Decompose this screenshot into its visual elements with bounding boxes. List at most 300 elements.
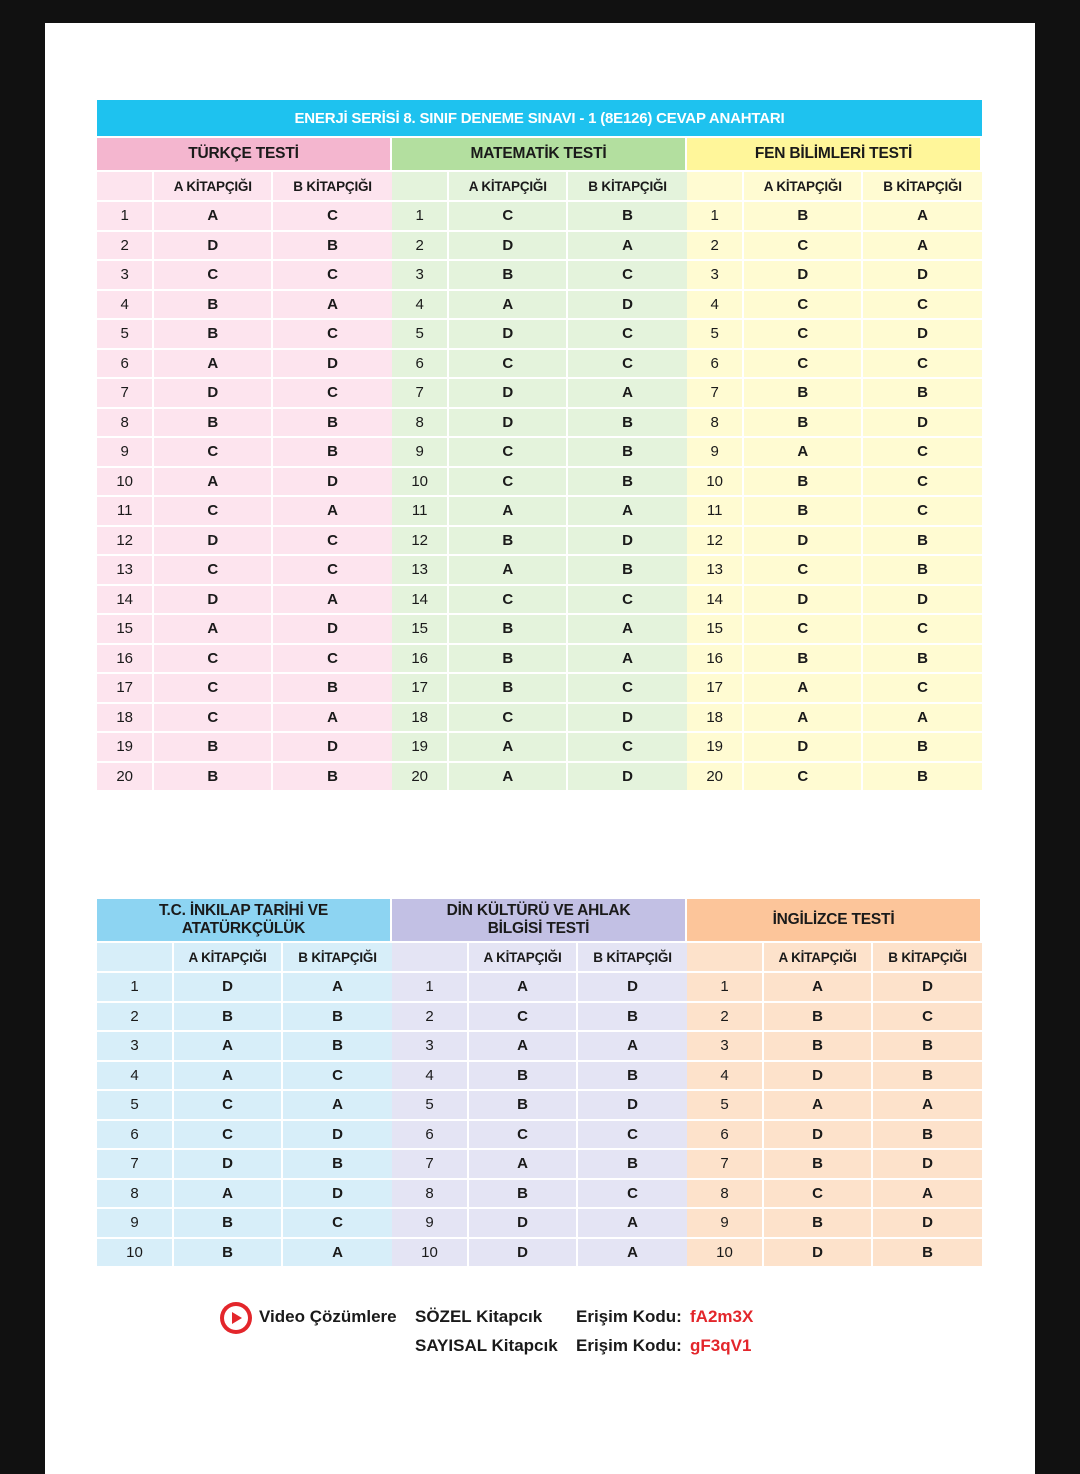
question-number: 16 [97, 645, 154, 675]
question-number: 18 [97, 704, 154, 734]
answer-a: D [744, 586, 863, 616]
booklet-a-header: A KİTAPÇIĞI [469, 943, 578, 973]
question-number: 18 [687, 704, 744, 734]
question-number: 7 [97, 1150, 174, 1180]
question-number: 6 [97, 1121, 174, 1151]
answer-b: B [863, 379, 982, 409]
answer-row [97, 586, 392, 616]
question-number: 9 [97, 1209, 174, 1239]
answer-b: A [568, 645, 687, 675]
answer-row [392, 1180, 687, 1210]
question-number: 4 [392, 1062, 469, 1092]
answer-row [97, 556, 392, 586]
answer-b: C [283, 1209, 392, 1239]
answer-b: C [863, 468, 982, 498]
booklet-a-header: A KİTAPÇIĞI [764, 943, 873, 973]
answer-a: B [174, 1003, 283, 1033]
answer-a: D [469, 1239, 578, 1269]
question-number: 6 [392, 350, 449, 380]
answer-row [392, 350, 687, 380]
question-number: 17 [97, 674, 154, 704]
answer-b: C [273, 320, 392, 350]
booklet-a-header: A KİTAPÇIĞI [744, 172, 863, 202]
question-number: 10 [392, 1239, 469, 1269]
answer-a: A [764, 973, 873, 1003]
question-number: 8 [687, 409, 744, 439]
answer-a: A [469, 1032, 578, 1062]
question-number: 10 [97, 468, 154, 498]
answer-a: A [744, 438, 863, 468]
question-number: 16 [687, 645, 744, 675]
answer-b: A [578, 1032, 687, 1062]
answer-a: C [744, 350, 863, 380]
answer-row [97, 291, 392, 321]
question-number: 13 [687, 556, 744, 586]
answer-b: B [863, 556, 982, 586]
answer-a: D [744, 733, 863, 763]
answer-row [97, 320, 392, 350]
answer-row [392, 291, 687, 321]
answer-a: B [154, 320, 273, 350]
answer-b: C [578, 1121, 687, 1151]
answer-a: A [174, 1062, 283, 1092]
answer-a: A [449, 556, 568, 586]
answer-a: A [154, 615, 273, 645]
question-number: 2 [97, 1003, 174, 1033]
question-number: 4 [97, 1062, 174, 1092]
question-number: 7 [392, 379, 449, 409]
answer-a: D [764, 1239, 873, 1269]
answer-row [97, 1121, 392, 1151]
question-number: 5 [392, 320, 449, 350]
question-number: 9 [392, 1209, 469, 1239]
answer-row [97, 1180, 392, 1210]
answer-row [97, 645, 392, 675]
question-number: 8 [97, 1180, 174, 1210]
answer-row [97, 704, 392, 734]
answer-b: D [283, 1121, 392, 1151]
question-number: 7 [392, 1150, 469, 1180]
answer-row [392, 232, 687, 262]
answer-b: A [568, 232, 687, 262]
answer-row [97, 438, 392, 468]
answer-a: B [744, 202, 863, 232]
answer-row [687, 1209, 982, 1239]
question-number: 11 [687, 497, 744, 527]
answer-row [687, 379, 982, 409]
answer-row [687, 1062, 982, 1092]
answer-a: C [154, 497, 273, 527]
booklet-a-header: A KİTAPÇIĞI [154, 172, 273, 202]
answer-row [687, 973, 982, 1003]
answer-b: B [873, 1121, 982, 1151]
answer-a: D [449, 379, 568, 409]
answer-row [97, 763, 392, 793]
answer-row [392, 704, 687, 734]
answer-row [687, 1032, 982, 1062]
answer-b: C [863, 497, 982, 527]
section-title: MATEMATİK TESTİ [392, 138, 687, 172]
section-title-line2: BİLGİSİ TESTİ [487, 920, 590, 937]
answer-a: C [449, 202, 568, 232]
answer-b: B [273, 763, 392, 793]
answer-row [97, 1032, 392, 1062]
answer-a: A [449, 763, 568, 793]
question-number: 1 [687, 202, 744, 232]
answer-b: B [568, 409, 687, 439]
answer-row [392, 556, 687, 586]
answer-row [97, 1209, 392, 1239]
answer-b: D [273, 733, 392, 763]
answer-b: B [578, 1150, 687, 1180]
question-number: 6 [392, 1121, 469, 1151]
answer-b: B [273, 674, 392, 704]
answer-a: B [449, 527, 568, 557]
answer-b: A [568, 615, 687, 645]
answer-row [97, 1091, 392, 1121]
sayisal-booklet-label: SAYISAL Kitapcık [415, 1336, 558, 1355]
answer-a: D [174, 1150, 283, 1180]
section-title-line2: ATATÜRKÇÜLÜK [181, 920, 306, 937]
answer-row [392, 497, 687, 527]
answer-row [687, 527, 982, 557]
sayisal-access-label: Erişim Kodu: [576, 1336, 682, 1355]
answer-a: B [174, 1239, 283, 1269]
question-number: 12 [392, 527, 449, 557]
answer-row [392, 1150, 687, 1180]
answer-b: C [273, 645, 392, 675]
answer-a: D [744, 261, 863, 291]
question-number: 10 [392, 468, 449, 498]
section-title: TÜRKÇE TESTİ [97, 138, 392, 172]
answer-row [97, 1150, 392, 1180]
answer-b: A [863, 202, 982, 232]
answer-b: A [273, 704, 392, 734]
answer-a: B [744, 497, 863, 527]
answer-row [97, 1003, 392, 1033]
answer-b: B [863, 733, 982, 763]
answer-b: B [568, 202, 687, 232]
answer-a: C [449, 438, 568, 468]
question-number: 18 [392, 704, 449, 734]
answer-row [392, 320, 687, 350]
section-title [97, 899, 392, 943]
section-title [687, 899, 982, 943]
sozel-access-label: Erişim Kodu: [576, 1307, 682, 1326]
answer-a: C [469, 1121, 578, 1151]
question-number: 1 [97, 202, 154, 232]
answer-a: D [174, 973, 283, 1003]
answer-a: B [764, 1003, 873, 1033]
video-solutions-footer [220, 1302, 820, 1372]
answer-row [687, 763, 982, 793]
answer-a: D [449, 232, 568, 262]
answer-b: D [578, 973, 687, 1003]
answer-b: D [863, 586, 982, 616]
question-number: 5 [687, 1091, 764, 1121]
answer-b: D [873, 1150, 982, 1180]
answer-row [687, 409, 982, 439]
answer-b: D [578, 1091, 687, 1121]
booklet-b-header: B KİTAPÇIĞI [283, 943, 392, 973]
question-number: 15 [687, 615, 744, 645]
answer-a: D [764, 1062, 873, 1092]
answer-a: D [744, 527, 863, 557]
booklet-b-header: B KİTAPÇIĞI [873, 943, 982, 973]
sozel-access-code: fA2m3X [690, 1307, 754, 1326]
answer-row [97, 409, 392, 439]
answer-row [687, 556, 982, 586]
answer-row [392, 763, 687, 793]
answer-row [97, 350, 392, 380]
answer-a: C [154, 704, 273, 734]
answer-row [392, 1062, 687, 1092]
answer-b: A [873, 1091, 982, 1121]
answer-row [392, 468, 687, 498]
answer-b: C [568, 320, 687, 350]
answer-a: C [174, 1121, 283, 1151]
answer-b: C [273, 379, 392, 409]
answer-b: B [568, 468, 687, 498]
question-number: 1 [392, 202, 449, 232]
answer-b: C [863, 291, 982, 321]
question-number: 4 [687, 1062, 764, 1092]
number-column-header [392, 172, 449, 202]
answer-a: B [744, 379, 863, 409]
question-number: 17 [392, 674, 449, 704]
answer-b: B [568, 556, 687, 586]
answer-row [392, 1032, 687, 1062]
answer-b: A [283, 1239, 392, 1269]
answer-b: D [568, 763, 687, 793]
question-number: 6 [687, 350, 744, 380]
number-column-header [687, 172, 744, 202]
question-number: 8 [392, 1180, 469, 1210]
answer-row [392, 261, 687, 291]
answer-a: D [449, 320, 568, 350]
answer-row [392, 1091, 687, 1121]
question-number: 8 [97, 409, 154, 439]
question-number: 4 [97, 291, 154, 321]
question-number: 1 [687, 973, 764, 1003]
answer-a: A [744, 704, 863, 734]
answer-row [687, 733, 982, 763]
question-number: 5 [97, 320, 154, 350]
answer-b: C [568, 733, 687, 763]
answer-a: A [744, 674, 863, 704]
question-number: 20 [97, 763, 154, 793]
answer-b: A [863, 704, 982, 734]
answer-row [687, 1121, 982, 1151]
question-number: 14 [97, 586, 154, 616]
question-number: 19 [687, 733, 744, 763]
answer-row [392, 1239, 687, 1269]
answer-row [392, 1121, 687, 1151]
section-title-line1: T.C. İNKILAP TARİHİ VE [159, 902, 328, 919]
number-column-header [97, 943, 174, 973]
answer-row [97, 497, 392, 527]
question-number: 6 [97, 350, 154, 380]
answer-b: D [568, 704, 687, 734]
answer-a: C [154, 438, 273, 468]
answer-row [687, 350, 982, 380]
answer-a: A [469, 973, 578, 1003]
number-column-header [97, 172, 154, 202]
question-number: 14 [392, 586, 449, 616]
answer-a: D [154, 527, 273, 557]
answer-a: B [449, 615, 568, 645]
question-number: 3 [392, 1032, 469, 1062]
answer-b: C [863, 674, 982, 704]
question-number: 6 [687, 1121, 764, 1151]
answer-a: C [764, 1180, 873, 1210]
answer-b: C [863, 350, 982, 380]
answer-section-pink [97, 138, 392, 792]
answer-a: D [469, 1209, 578, 1239]
answer-b: B [283, 1032, 392, 1062]
question-number: 7 [97, 379, 154, 409]
answer-row [97, 261, 392, 291]
answer-b: B [273, 409, 392, 439]
answer-a: C [744, 556, 863, 586]
answer-b: A [273, 586, 392, 616]
answer-b: B [273, 438, 392, 468]
answer-a: A [154, 468, 273, 498]
answer-a: A [449, 497, 568, 527]
answer-b: B [873, 1062, 982, 1092]
answer-b: A [863, 232, 982, 262]
answer-b: D [273, 350, 392, 380]
question-number: 1 [392, 973, 469, 1003]
answer-b: A [578, 1209, 687, 1239]
question-number: 9 [97, 438, 154, 468]
answer-a: B [174, 1209, 283, 1239]
answer-row [97, 733, 392, 763]
answer-a: B [764, 1032, 873, 1062]
answer-a: C [744, 763, 863, 793]
answer-b: A [578, 1239, 687, 1269]
question-number: 8 [392, 409, 449, 439]
answer-b: B [578, 1003, 687, 1033]
answer-a: C [469, 1003, 578, 1033]
booklet-b-header: B KİTAPÇIĞI [863, 172, 982, 202]
answer-row [392, 379, 687, 409]
answer-b: B [873, 1239, 982, 1269]
question-number: 5 [687, 320, 744, 350]
answer-row [392, 409, 687, 439]
answer-row [392, 615, 687, 645]
question-number: 11 [392, 497, 449, 527]
answer-a: B [744, 409, 863, 439]
section-title [392, 899, 687, 943]
answer-a: B [449, 645, 568, 675]
answer-a: D [449, 409, 568, 439]
answer-b: C [863, 438, 982, 468]
answer-b: B [863, 763, 982, 793]
question-number: 3 [392, 261, 449, 291]
answer-section-yellow [687, 138, 982, 792]
answer-row [687, 497, 982, 527]
question-number: 12 [97, 527, 154, 557]
question-number: 9 [687, 438, 744, 468]
answer-a: C [744, 320, 863, 350]
answer-b: D [863, 261, 982, 291]
answer-b: B [283, 1150, 392, 1180]
booklet-a-header: A KİTAPÇIĞI [449, 172, 568, 202]
answer-a: C [174, 1091, 283, 1121]
answer-b: C [578, 1180, 687, 1210]
sayisal-access-code: gF3qV1 [690, 1336, 752, 1355]
answer-b: D [863, 409, 982, 439]
answer-b: A [273, 497, 392, 527]
answer-a: B [154, 409, 273, 439]
answer-b: D [873, 973, 982, 1003]
answer-a: B [744, 645, 863, 675]
video-solutions-label: Video Çözümlere [259, 1307, 397, 1326]
question-number: 5 [392, 1091, 469, 1121]
question-number: 7 [687, 379, 744, 409]
question-number: 10 [97, 1239, 174, 1269]
question-number: 2 [97, 232, 154, 262]
answer-b: C [273, 556, 392, 586]
answer-a: B [764, 1150, 873, 1180]
answer-row [687, 261, 982, 291]
answer-a: C [154, 645, 273, 675]
answer-a: C [744, 232, 863, 262]
answer-a: A [174, 1180, 283, 1210]
answer-row [97, 232, 392, 262]
answer-b: C [873, 1003, 982, 1033]
answer-a: D [154, 379, 273, 409]
answer-a: C [744, 615, 863, 645]
answer-row [687, 586, 982, 616]
question-number: 12 [687, 527, 744, 557]
section-title-line1: DİN KÜLTÜRÜ VE AHLAK [446, 902, 631, 919]
answer-a: B [154, 291, 273, 321]
answer-a: B [449, 261, 568, 291]
answer-b: D [873, 1209, 982, 1239]
answer-b: B [273, 232, 392, 262]
answer-row [687, 232, 982, 262]
answer-b: A [568, 379, 687, 409]
sozel-booklet-label: SÖZEL Kitapcık [415, 1307, 543, 1326]
answer-row [687, 1150, 982, 1180]
answer-a: A [449, 291, 568, 321]
booklet-b-header: B KİTAPÇIĞI [578, 943, 687, 973]
answer-a: C [449, 350, 568, 380]
answer-b: D [568, 291, 687, 321]
booklet-b-header: B KİTAPÇIĞI [273, 172, 392, 202]
booklet-b-header: B KİTAPÇIĞI [568, 172, 687, 202]
answer-row [392, 438, 687, 468]
question-number: 19 [392, 733, 449, 763]
number-column-header [687, 943, 764, 973]
answer-b: D [568, 527, 687, 557]
question-number: 2 [687, 232, 744, 262]
answer-row [392, 202, 687, 232]
question-number: 3 [687, 1032, 764, 1062]
answer-row [97, 202, 392, 232]
answer-a: C [449, 704, 568, 734]
answer-row [97, 468, 392, 498]
answer-row [392, 1209, 687, 1239]
answer-a: B [154, 733, 273, 763]
question-number: 4 [392, 291, 449, 321]
answer-a: C [744, 291, 863, 321]
answer-key-title: ENERJİ SERİSİ 8. SINIF DENEME SINAVI - 1 (8E126) CEVAP ANAHTARI [97, 100, 982, 136]
answer-row [687, 615, 982, 645]
play-icon[interactable] [220, 1302, 252, 1334]
